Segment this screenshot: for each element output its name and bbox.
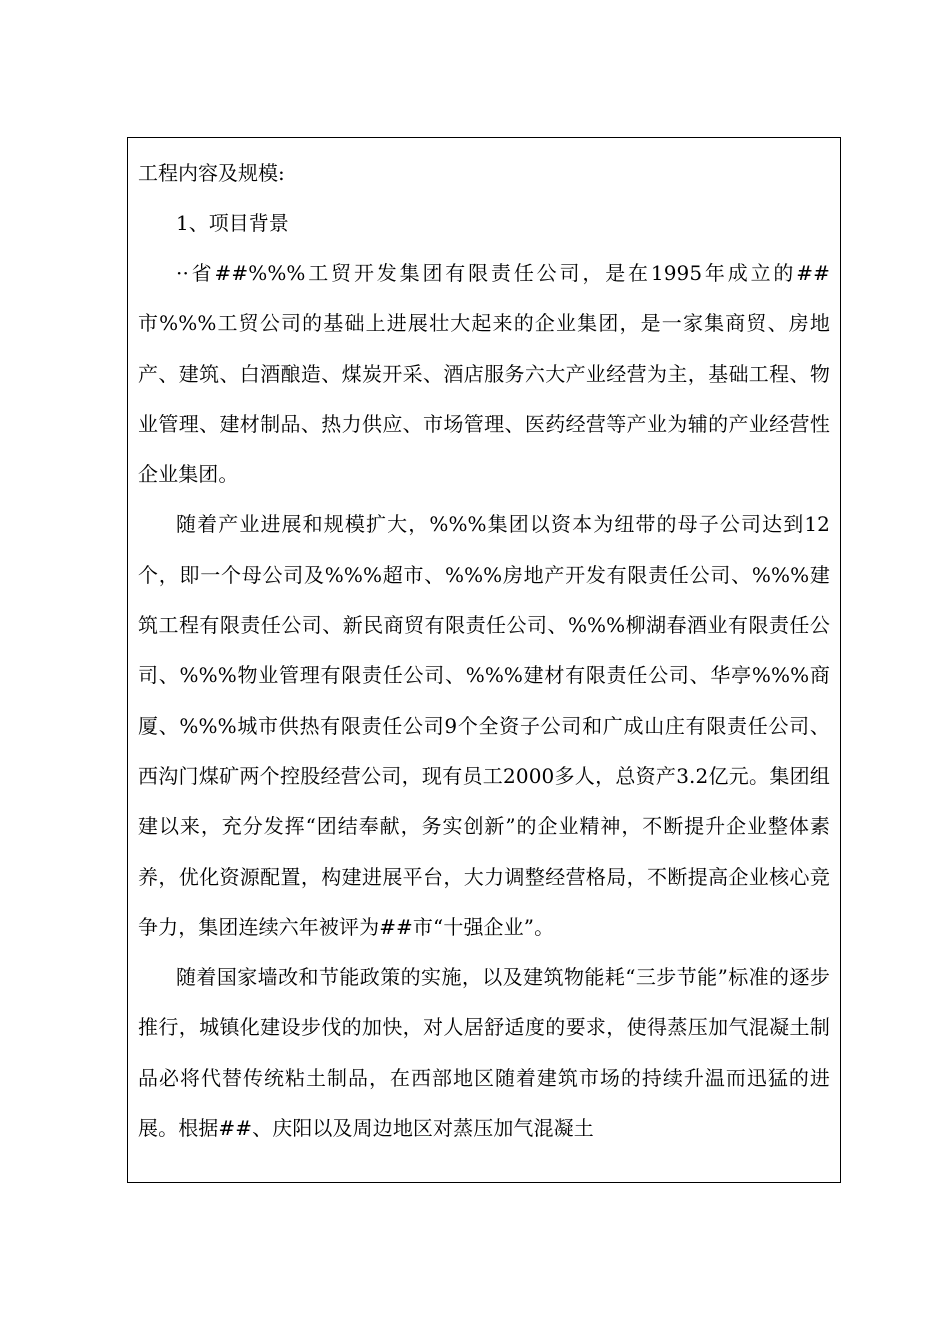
cell-content <box>138 148 830 1153</box>
paragraph-company-intro: ··省##%%%工贸开发集团有限责任公司，是在1995年成立的##市%%%工贸公司的基础上进展壮大起来的企业集团，是一家集商贸、房地产、建筑、白酒酿造、煤炭开采、酒店服务六大产业经营为主，基础工程、物业管理、建材制品、热力供应、市场管理、医药经营等产业为辅的产业经营性企业集团。 <box>138 261 830 487</box>
paragraph-group-development: 随着产业进展和规模扩大，%%%集团以资本为纽带的母子公司达到12个，即一个母公司及%%%超市、%%%房地产开发有限责任公司、%%%建筑工程有限责任公司、新民商贸有限责任公司、%%%柳湖春酒业有限责任公司、%%%物业管理有限责任公司、%%%建材有限责任公司、华亭%%%商厦、%%%城市供热有限责任公司9个全资子公司和广成山庄有限责任公司、西沟门煤矿两个控股经营公司，现有员工2000多人，总资产3.2亿元。集团组建以来，充分发挥“团结奉献，务实创新”的企业精神，不断提升企业整体素养，优化资源配置，构建进展平台，大力调整经营格局，不断提高企业核心竞争力，集团连续六年被评为##市“十强企业”。 <box>138 512 830 939</box>
content-table-cell <box>127 137 841 1183</box>
section-heading: 工程内容及规模: <box>138 161 285 185</box>
paragraph-policy-background: 随着国家墙改和节能政策的实施，以及建筑物能耗“三步节能”标准的逐步推行，城镇化建设步伐的加快，对人居舒适度的要求，使得蒸压加气混凝土制品必将代替传统粘土制品，在西部地区随着建筑市场的持续升温而迅猛的进展。根据##、庆阳以及周边地区对蒸压加气混凝土 <box>138 965 830 1141</box>
subsection-title: 1、项目背景 <box>176 211 289 235</box>
